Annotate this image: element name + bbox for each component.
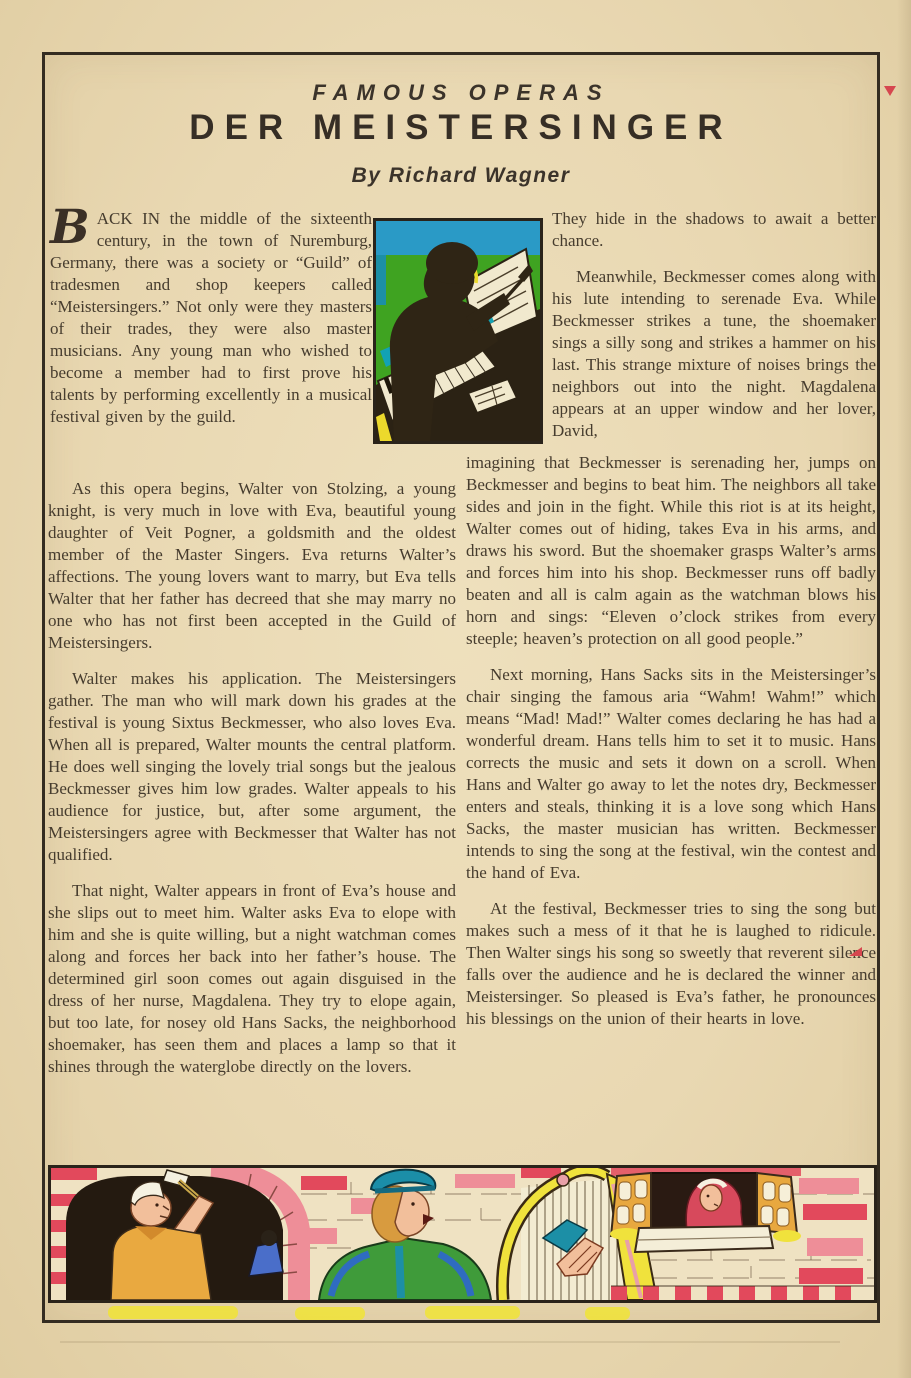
street-serenade-art (51, 1168, 874, 1300)
series-title: FAMOUS OPERAS (312, 80, 610, 105)
composer-at-piano-art (376, 221, 540, 441)
composer-at-piano-illustration (373, 218, 543, 444)
right-shutter (757, 1173, 797, 1234)
paragraph: imagining that Beckmesser is serenading her, jumps on Beckmesser and begins to beat him. The neighbors all take sides and join in the fight. While this riot is at its height, Walter comes out of hiding, takes Eva in his arms, and draws his sword. But the shoemaker grasps Walter’s arms and forces him into his shop. Beckmesser runs off badly beaten and all is calm again as the watchman blows his horn and sings: “Eleven o’clock strikes from every steeple; heaven’s protection on all good people.” (466, 453, 876, 648)
left-column-main (48, 478, 456, 1078)
red-print-mark (884, 86, 896, 96)
left-shutter (611, 1173, 651, 1236)
byline: By Richard Wagner (351, 164, 571, 187)
right-column-main (466, 452, 876, 1030)
ink-spill (295, 1307, 365, 1320)
page-title: DER MEISTERSINGER (189, 108, 733, 147)
window-scene (610, 1173, 801, 1252)
paragraph: BACK IN the middle of the sixteenth century, in the town of Nuremburg, Germany, there was a society or “Guild” of tradesmen and shop keepers called “Meistersingers.” Not only were they masters of their trades, they were also master musicians. Any young man who wished to become a member had to first prove his talents by performing excellently in a musical festival given by the guild. (50, 200, 372, 426)
paragraph: Meanwhile, Beckmesser comes along with his lute intending to serenade Eva. While Beckmesser strikes a tune, the shoemaker sings a silly song and strikes a hammer on his last. This strange mixture of noises brings the neighbors out into the night. Magdalena appears at an upper window and her lover, David, (552, 267, 876, 440)
paragraph: Next morning, Hans Sacks sits in the Meistersinger’s chair singing the famous aria “Wahm! Wahm!” which means “Mad! Mad!” Walter comes declaring he has had a wonderful dream. Hans tells him to set it to music. Hans corrects the music and sets it down on a scroll. When Hans and Walter go away to let the notes dry, Beckmesser enters and steals, thinking it is a love song which Hans Sacks, the master musician has written. Beckmesser intends to sing the song at the festival, win the contest and the hand of Eva. (466, 665, 876, 882)
paragraph: At the festival, Beckmesser tries to sing the song but makes such a mess of it that he is laughed to ridicule. Then Walter sings his song so sweetly that reverent silence falls over the audience and he is declared the winner and Meistersinger. So pleased is Eva’s father, he pronounces his blessings on the union of their hearts in love. (466, 899, 876, 1028)
drop-cap: B (50, 200, 90, 255)
red-print-mark (849, 947, 862, 956)
right-column-top (552, 208, 876, 442)
paragraph: Walter makes his application. The Meistersingers gather. The man who will mark down his grades at the festival is young Sixtus Beckmesser, who also loves Eva. When all is prepared, Walter mounts the central platform. He does well singing the lovely trial songs but the jealous Beckmesser gives him low grades. Walter appeals to his audience for justice, but, after some argument, the Meistersingers agree with Beckmesser that Walter has not qualified. (48, 669, 456, 864)
street-serenade-illustration (48, 1165, 877, 1303)
scan-shadow (60, 1341, 840, 1343)
paragraph: That night, Walter appears in front of Eva’s house and she slips out to meet him. Walter asks Eva to elope with him and she is quite willing, but a night watchman comes along and forces her back into her father’s house. The determined girl soon comes out again disguised in the dress of her nurse, Magdalena. They try to elope again, but too late, for nosey old Hans Sacks, the neighborhood shoemaker, has seen them and places a lamp so that it shines through the waterglobe directly on the lovers. (48, 881, 456, 1076)
paragraph: They hide in the shadows to await a better chance. (552, 209, 876, 250)
ink-spill (425, 1306, 520, 1319)
page-edge-shadow (897, 0, 911, 1378)
ink-spill (108, 1306, 238, 1319)
left-column-top (50, 200, 372, 428)
ink-spill (585, 1307, 630, 1320)
paragraph: As this opera begins, Walter von Stolzing, a young knight, is very much in love with Eva, beautiful young daughter of Veit Pogner, a goldsmith and the oldest member of the Master Singers. Eva returns Walter’s affections. The young lovers want to marry, but Eva tells Walter that her father has decreed that she may marry no one who has not first been accepted in the Guild of Meistersingers. (48, 479, 456, 652)
